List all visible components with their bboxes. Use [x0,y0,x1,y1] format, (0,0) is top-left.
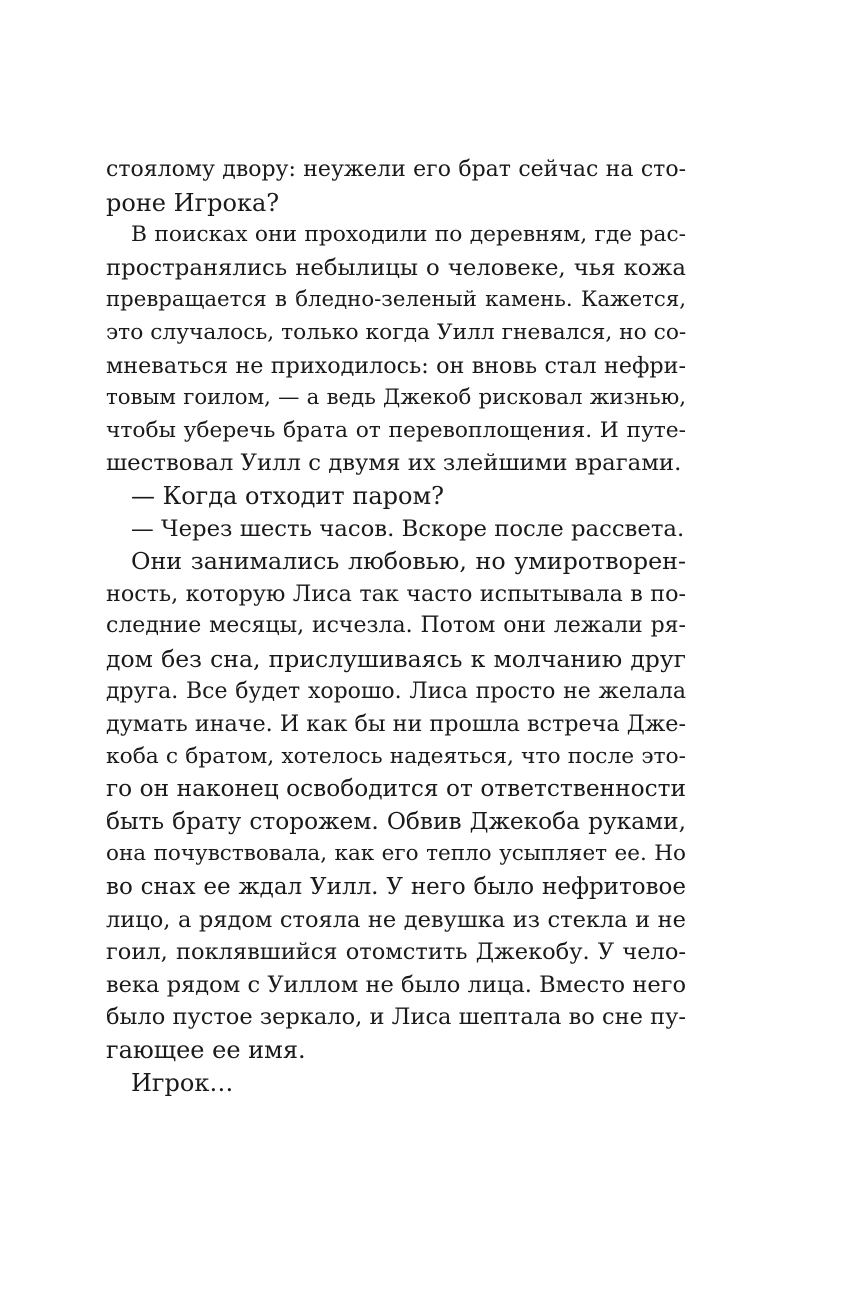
text-line: чтобы уберечь брата от перевоплощения. И путе- [106,417,686,443]
text-line: гоил, поклявшийся отомстить Джекобу. У чело- [106,939,686,966]
text-line: Игрок… [131,1068,234,1097]
body-text [106,154,686,1099]
text-line: стоялому двору: неужели его брат сейчас на сто- [106,157,686,182]
text-line: дом без сна, прислушиваясь к молчанию друг [106,644,686,673]
text-line: друга. Все будет хорошо. Лиса просто не желала [106,678,686,704]
text-line: пространялись небылицы о человеке, чья кожа [106,254,686,281]
text-line: это случалось, только когда Уилл гневался, но со- [106,319,687,345]
text-line: быть брату сторожем. Обвив Джекоба руками, [106,807,686,835]
text-line: следние месяцы, исчезла. Потом они лежали ря- [106,613,686,639]
text-line: — Когда отходит паром? [131,481,444,510]
text-line: во снах ее ждал Уилл. У него было нефритовое [106,874,686,901]
text-line: она почувствовала, как его тепло усыпляет ее. Но [106,841,686,867]
text-line: лицо, а рядом стояла не девушка из стекла и не [106,906,686,933]
text-line: шествовал Уилл с двумя их злейшими врагами. [106,450,682,477]
text-line: товым гоилом, — а ведь Джекоб рисковал жизнью, [106,385,686,411]
text-line: гающее ее имя. [106,1036,306,1065]
text-line: Они занимались любовью, но умиротворен- [131,547,686,576]
text-line: го он наконец освободится от ответственности [106,775,686,803]
text-line: было пустое зеркало, и Лиса шептала во сне пу- [106,1004,686,1031]
text-line: превращается в бледно-зеленый камень. Кажется, [106,287,686,313]
text-line: — Через шесть часов. Вскоре после рассвета. [131,515,685,542]
text-line: ность, которую Лиса так часто испытывала в по- [106,580,686,607]
text-line: роне Игрока? [106,188,280,217]
text-line: мневаться не приходилось: он вновь стал нефри- [106,352,686,379]
text-line: коба с братом, хотелось надеяться, что после это- [106,743,686,769]
text-line: думать иначе. И как бы ни прошла встреча Дже- [106,711,686,738]
text-line: века рядом с Уиллом не было лица. Вместо него [106,971,686,998]
text-line: В поисках они проходили по деревням, где рас- [131,222,686,248]
